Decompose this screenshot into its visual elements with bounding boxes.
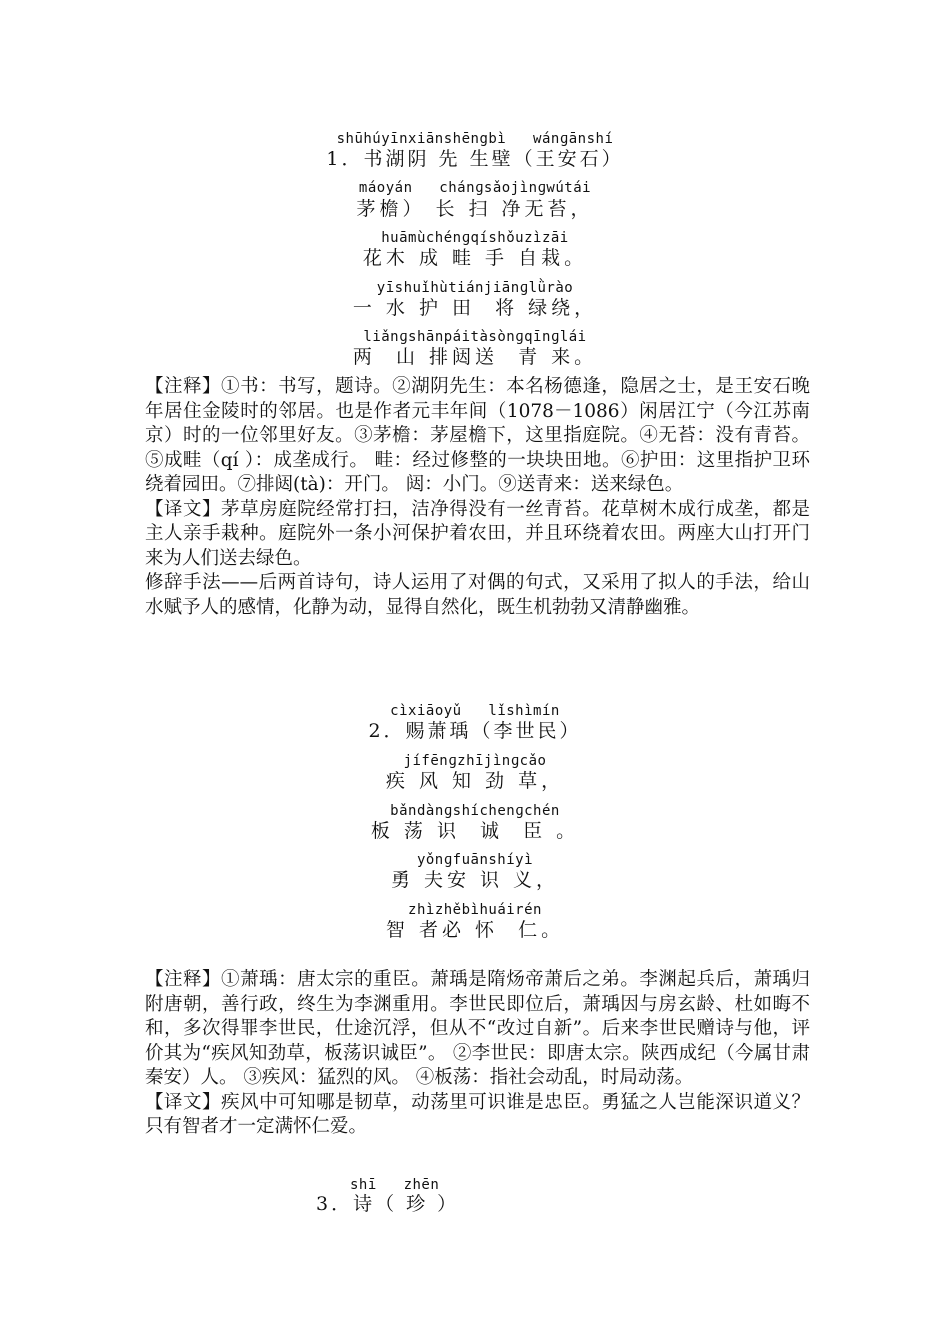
poem2-line1-pinyin: jífēnɡzhījìnɡcǎo	[403, 753, 547, 769]
poem2-line1: 疾 风 知 劲 草，	[385, 770, 565, 792]
poem1-line4-pinyin: liǎnɡshānpáitàsònɡqīnɡlái	[363, 329, 587, 345]
poem1-title-pinyin: shūhúyīnxiānshēngbì wánɡānshí	[336, 131, 614, 147]
poem1-translation: 【译文】茅草房庭院经常打扫，洁净得没有一丝青苔。花草树木成行成垄，都是主人亲手栽种。庭院外一条小河保护着农田，并且环绕着农田。两座大山打开门来为人们送去绿色。	[145, 498, 810, 569]
poem1-line4: 两 山 排闼送 青 来。	[352, 346, 598, 368]
poem2-notes: 【注释】①萧瑀：唐太宗的重臣。萧瑀是隋炀帝萧后之弟。李渊起兵后，萧瑀归附唐朝，善行政，终生为李渊重用。李世民即位后，萧瑀因与房玄龄、杜如晦不和，多次得罪李世民，仕途沉浮，但从不“改过自新”。后来李世民赠诗与他，评价其为“疾风知劲草，板荡识诚臣”。 ②李世民：即唐太宗。陕西成纪（今属甘肃秦安）人。 ③疾风：猛烈的风。 ④板荡：指社会动乱，时局动荡。	[145, 969, 810, 1088]
poem2-line4-pinyin: zhìzhěbìhuáirén	[408, 902, 542, 918]
poem2-line2-pinyin: bǎndànɡshíchenɡchén	[390, 803, 560, 819]
poem1-line1-pinyin: máoyán chánɡsǎojìnɡwútái	[358, 180, 592, 196]
poem1-title: 1．书湖阴 先 生壁（王安石）	[326, 148, 624, 170]
poem2-line4: 智 者必 怀 仁。	[385, 919, 565, 941]
poem1-line3-pinyin: yīshuǐhùtiánjiānɡlǜrào	[376, 280, 574, 296]
poem2-commentary	[145, 968, 810, 1140]
poem2-translation: 【译文】疾风中可知哪是韧草，动荡里可识谁是忠臣。勇猛之人岂能深识道义？只有智者才一定满怀仁爱。	[145, 1091, 810, 1137]
poem1-line1: 茅檐） 长 扫 净无苔，	[356, 198, 594, 220]
poem1-commentary	[145, 375, 810, 620]
poem1-line3: 一 水 护 田 将 绿绕，	[352, 297, 598, 319]
poem2-line3: 勇 夫安 识 义，	[390, 869, 560, 891]
poem1-notes: 【注释】①书：书写，题诗。②湖阴先生：本名杨德逢，隐居之士，是王安石晚年居住金陵时的邻居。也是作者元丰年间（1078－1086）闲居江宁（今江苏南京）时的一位邻里好友。③茅檐：茅屋檐下，这里指庭院。④无苔：没有青苔。⑤成畦（qí ）：成垄成行。 畦：经过修整的一块块田地。⑥护田：这里指护卫环绕着园田。⑦排闼(tà)：开门。 闼：小门。⑨送青来：送来绿色。	[145, 376, 810, 495]
poem1-rhetoric: 修辞手法——后两首诗句，诗人运用了对偶的句式，又采用了拟人的手法，给山水赋予人的感情，化静为动，显得自然化，既生机勃勃又清静幽雅。	[145, 572, 810, 618]
poem2-line3-pinyin: yǒnɡfuānshíyì	[416, 852, 534, 868]
poem1-line2-pinyin: huāmùchénɡqíshǒuzìzāi	[381, 230, 569, 246]
poem1-line2: 花木 成 畦 手 自栽。	[362, 247, 588, 269]
poem2-title-pinyin: cìxiāoyǔ lǐshìmín	[390, 703, 560, 719]
poem2-title: 2．赐萧瑀（李世民）	[368, 720, 582, 742]
poem2-line2: 板 荡 识 诚 臣 。	[370, 820, 580, 842]
poem3-title: 3．诗（ 珍 ）	[316, 1193, 460, 1215]
poem3-title-pinyin: shī zhēn	[350, 1177, 440, 1193]
